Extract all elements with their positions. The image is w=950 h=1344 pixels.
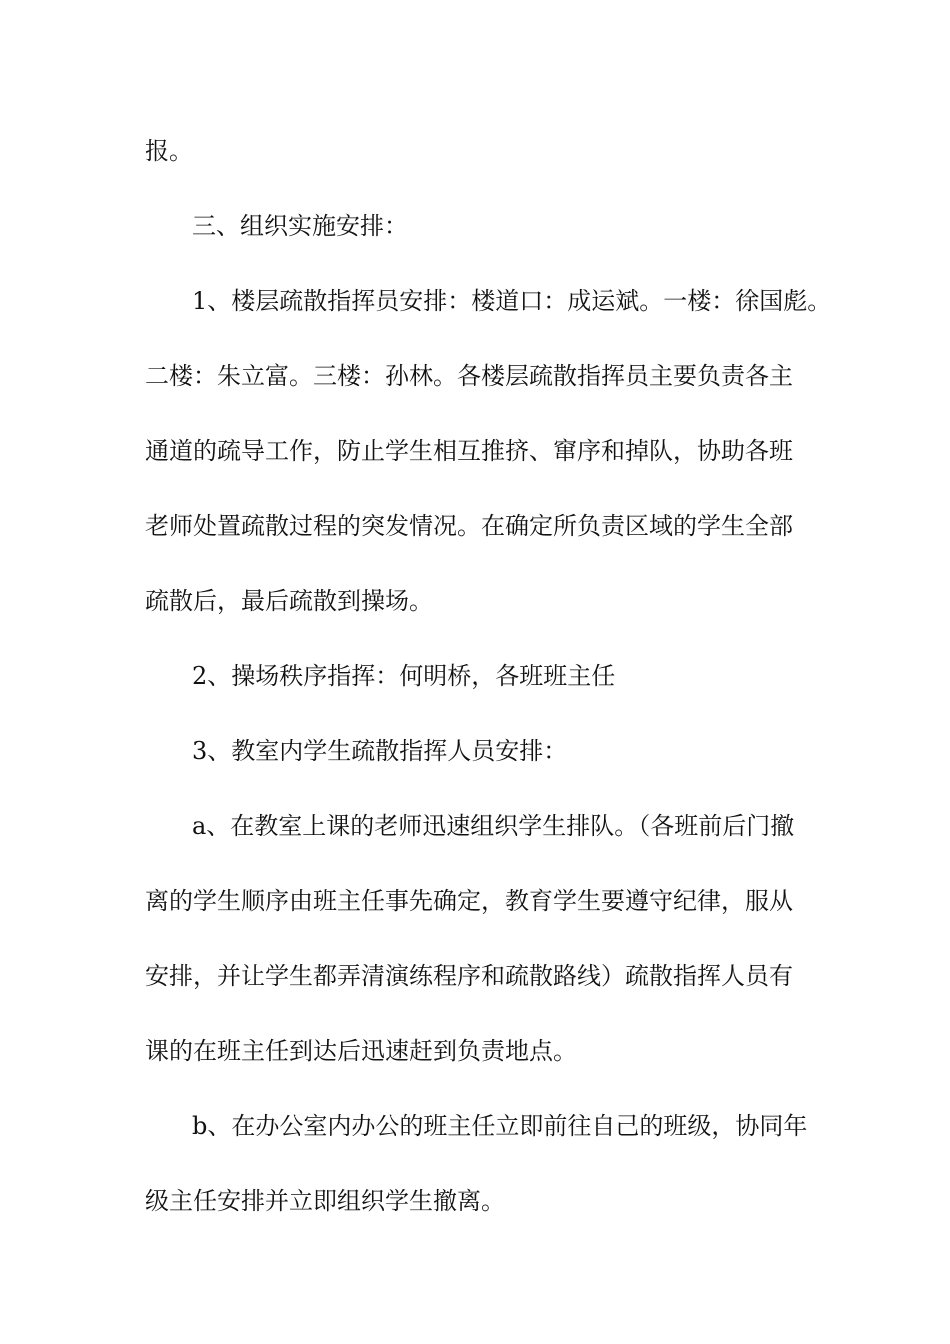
text-line-8: 2、操场秩序指挥：何明桥，各班班主任 <box>192 662 616 690</box>
text-line-11: 离的学生顺序由班主任事先确定，教育学生要遵守纪律，服从 <box>145 887 793 915</box>
text-line-9: 3、教室内学生疏散指挥人员安排： <box>192 737 568 765</box>
text-line-13: 课的在班主任到达后迅速赶到负责地点。 <box>145 1037 577 1065</box>
text-line-5: 通道的疏导工作，防止学生相互推挤、窜序和掉队，协助各班 <box>145 437 793 465</box>
text-line-10: a、在教室上课的老师迅速组织学生排队。（各班前后门撤 <box>192 812 795 840</box>
text-line-15: 级主任安排并立即组织学生撤离。 <box>145 1187 505 1215</box>
text-line-1: 报。 <box>145 137 193 165</box>
text-line-4: 二楼：朱立富。三楼：孙林。各楼层疏散指挥员主要负责各主 <box>145 362 793 390</box>
section-heading: 三、组织实施安排： <box>192 212 408 240</box>
text-line-12: 安排，并让学生都弄清演练程序和疏散路线）疏散指挥人员有 <box>145 962 793 990</box>
text-line-3: 1、楼层疏散指挥员安排：楼道口：成运斌。一楼：徐国彪。 <box>192 287 832 315</box>
text-line-14: b、在办公室内办公的班主任立即前往自己的班级，协同年 <box>192 1112 808 1140</box>
text-line-6: 老师处置疏散过程的突发情况。在确定所负责区域的学生全部 <box>145 512 793 540</box>
text-line-7: 疏散后，最后疏散到操场。 <box>145 587 433 615</box>
